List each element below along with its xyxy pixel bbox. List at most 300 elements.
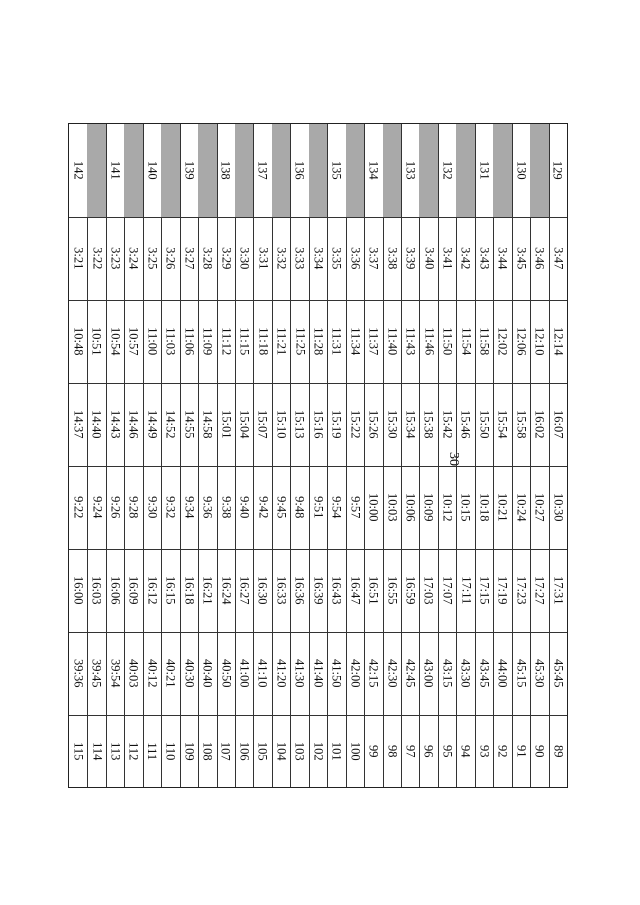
table-cell: [143, 466, 161, 549]
cell-text: 109: [182, 741, 197, 761]
table-cell: [143, 632, 161, 715]
table-cell: [69, 217, 87, 300]
table-cell: [530, 300, 548, 383]
table-cell: [309, 300, 327, 383]
table-cell: [309, 466, 327, 549]
cell-text: 17:23: [514, 576, 529, 605]
table-row: [69, 124, 87, 787]
cell-text: 10:57: [126, 327, 141, 356]
cell-text: 3:47: [551, 247, 566, 270]
table-cell: [290, 632, 308, 715]
table-cell: [327, 383, 345, 466]
cell-text: 10:12: [440, 493, 455, 522]
table-cell: [272, 632, 290, 715]
table-cell: [401, 383, 419, 466]
table-cell: [456, 217, 474, 300]
cell-text: 16:18: [182, 576, 197, 605]
table-cell: [327, 217, 345, 300]
cell-text: 11:34: [348, 327, 363, 356]
cell-text: 11:58: [477, 327, 492, 356]
cell-text: 92: [495, 744, 510, 758]
table-cell: [217, 632, 235, 715]
table-cell: [383, 217, 401, 300]
table-cell: [124, 466, 142, 549]
cell-text: 11:43: [403, 327, 418, 356]
table-cell: [419, 124, 437, 217]
table-cell: [364, 466, 382, 549]
cell-text: 140: [145, 161, 160, 180]
table-cell: [124, 549, 142, 632]
table-cell: [124, 383, 142, 466]
cell-text: 3:38: [385, 247, 400, 270]
cell-text: 42:45: [403, 659, 418, 688]
cell-text: 3:41: [440, 247, 455, 270]
table-cell: [383, 300, 401, 383]
table-cell: [161, 466, 179, 549]
cell-text: 11:40: [385, 327, 400, 356]
cell-text: 17:03: [421, 576, 436, 605]
cell-text: 107: [219, 741, 234, 761]
table-cell: [475, 715, 493, 787]
cell-text: 103: [292, 741, 307, 761]
table-row: [235, 124, 253, 787]
cell-text: 11:31: [329, 327, 344, 356]
cell-text: 9:34: [182, 496, 197, 519]
table-cell: [161, 632, 179, 715]
table-row: [530, 124, 548, 787]
cell-text: 40:40: [200, 659, 215, 688]
cell-text: 17:11: [458, 576, 473, 605]
cell-text: 3:29: [219, 247, 234, 270]
cell-text: 15:04: [237, 410, 252, 439]
cell-text: 9:24: [89, 496, 104, 519]
table-row: [493, 124, 511, 787]
cell-text: 11:18: [255, 327, 270, 356]
table-cell: [253, 383, 271, 466]
table-cell: [124, 715, 142, 787]
cell-text: 10:51: [89, 327, 104, 356]
table-cell: [198, 549, 216, 632]
table-cell: [327, 466, 345, 549]
table-cell: [253, 217, 271, 300]
cell-text: 9:48: [292, 496, 307, 519]
cell-text: 17:31: [551, 576, 566, 605]
table-row: [87, 124, 105, 787]
cell-text: 14:40: [89, 410, 104, 439]
table-cell: [364, 300, 382, 383]
table-cell: [364, 549, 382, 632]
cell-text: 12:14: [551, 327, 566, 356]
cell-text: 16:39: [311, 576, 326, 605]
table-cell: [549, 549, 567, 632]
table-cell: [438, 632, 456, 715]
cell-text: 9:42: [255, 496, 270, 519]
table-cell: [438, 466, 456, 549]
table-cell: [475, 466, 493, 549]
cell-text: 134: [366, 161, 381, 180]
table-cell: [456, 466, 474, 549]
table-cell: [327, 549, 345, 632]
table-cell: [383, 124, 401, 217]
table-cell: [161, 124, 179, 217]
cell-text: 16:09: [126, 576, 141, 605]
table-row: [475, 124, 493, 787]
table-cell: [549, 715, 567, 787]
cell-text: 16:06: [108, 576, 123, 605]
table-cell: [290, 383, 308, 466]
table-cell: [530, 549, 548, 632]
cell-text: 39:54: [108, 659, 123, 688]
cell-text: 17:27: [532, 576, 547, 605]
table-cell: [253, 715, 271, 787]
cell-text: 15:54: [495, 410, 510, 439]
cell-text: 95: [440, 744, 455, 758]
table-cell: [438, 715, 456, 787]
cell-text: 10:18: [477, 493, 492, 522]
table-cell: [272, 217, 290, 300]
table-cell: [69, 383, 87, 466]
table-cell: [106, 715, 124, 787]
cell-text: 11:03: [163, 327, 178, 356]
cell-text: 110: [163, 741, 178, 761]
cell-text: 45:45: [551, 659, 566, 688]
table-cell: [309, 549, 327, 632]
cell-text: 42:30: [385, 659, 400, 688]
cell-text: 15:58: [514, 410, 529, 439]
table-cell: [401, 715, 419, 787]
table-cell: [530, 124, 548, 217]
table-cell: [253, 300, 271, 383]
table-cell: [180, 632, 198, 715]
table-cell: [253, 124, 271, 217]
cell-text: 132: [440, 161, 455, 180]
cell-text: 10:06: [403, 493, 418, 522]
cell-text: 11:00: [145, 327, 160, 356]
cell-text: 16:24: [219, 576, 234, 605]
table-cell: [217, 715, 235, 787]
table-cell: [530, 715, 548, 787]
cell-text: 9:28: [126, 496, 141, 519]
table-cell: [235, 549, 253, 632]
table-cell: [327, 300, 345, 383]
cell-text: 114: [89, 741, 104, 761]
table-cell: [512, 549, 530, 632]
cell-text: 16:27: [237, 576, 252, 605]
cell-text: 16:12: [145, 576, 160, 605]
table-cell: [198, 217, 216, 300]
data-table: [68, 123, 568, 788]
cell-text: 11:12: [219, 327, 234, 356]
table-cell: [530, 632, 548, 715]
table-cell: [143, 300, 161, 383]
cell-text: 40:30: [182, 659, 197, 688]
table-cell: [235, 300, 253, 383]
table-cell: [456, 124, 474, 217]
table-cell: [290, 466, 308, 549]
table-cell: [475, 217, 493, 300]
table-cell: [383, 549, 401, 632]
table-row: [401, 124, 419, 787]
table-cell: [530, 383, 548, 466]
cell-text: 14:58: [200, 410, 215, 439]
table-cell: [512, 632, 530, 715]
table-cell: [161, 217, 179, 300]
cell-text: 3:36: [348, 247, 363, 270]
table-cell: [180, 715, 198, 787]
cell-text: 16:55: [385, 576, 400, 605]
table-cell: [346, 632, 364, 715]
table-cell: [87, 549, 105, 632]
table-row: [364, 124, 382, 787]
cell-text: 10:09: [421, 493, 436, 522]
cell-text: 93: [477, 744, 492, 758]
table-cell: [161, 300, 179, 383]
table-cell: [493, 217, 511, 300]
cell-text: 3:31: [255, 247, 270, 270]
cell-text: 9:36: [200, 496, 215, 519]
table-cell: [346, 549, 364, 632]
table-cell: [401, 466, 419, 549]
cell-text: 99: [366, 744, 381, 758]
table-cell: [549, 466, 567, 549]
table-cell: [346, 300, 364, 383]
cell-text: 39:36: [71, 659, 86, 688]
table-cell: [327, 715, 345, 787]
cell-text: 3:39: [403, 247, 418, 270]
table-cell: [106, 217, 124, 300]
cell-text: 129: [551, 161, 566, 180]
table-cell: [198, 300, 216, 383]
table-cell: [180, 300, 198, 383]
cell-text: 11:09: [200, 327, 215, 356]
table-cell: [69, 549, 87, 632]
table-cell: [180, 217, 198, 300]
cell-text: 101: [329, 741, 344, 761]
cell-text: 41:20: [274, 659, 289, 688]
table-cell: [493, 383, 511, 466]
cell-text: 3:22: [89, 247, 104, 270]
table-cell: [493, 466, 511, 549]
cell-text: 15:26: [366, 410, 381, 439]
cell-text: 90: [532, 744, 547, 758]
cell-text: 16:59: [403, 576, 418, 605]
cell-text: 12:02: [495, 327, 510, 356]
table-cell: [87, 217, 105, 300]
cell-text: 17:15: [477, 576, 492, 605]
cell-text: 40:12: [145, 659, 160, 688]
table-cell: [217, 383, 235, 466]
table-cell: [475, 124, 493, 217]
table-cell: [106, 124, 124, 217]
cell-text: 3:40: [421, 247, 436, 270]
table-cell: [124, 217, 142, 300]
table-cell: [530, 217, 548, 300]
cell-text: 15:46: [458, 410, 473, 439]
table-cell: [456, 715, 474, 787]
table-cell: [180, 466, 198, 549]
table-cell: [419, 466, 437, 549]
cell-text: 102: [311, 741, 326, 761]
cell-text: 131: [477, 161, 492, 180]
cell-text: 3:37: [366, 247, 381, 270]
cell-text: 17:07: [440, 576, 455, 605]
table-cell: [198, 715, 216, 787]
cell-text: 9:45: [274, 496, 289, 519]
table-cell: [309, 632, 327, 715]
table-cell: [217, 300, 235, 383]
table-row: [419, 124, 437, 787]
cell-text: 42:15: [366, 659, 381, 688]
cell-text: 16:15: [163, 576, 178, 605]
table-cell: [549, 217, 567, 300]
cell-text: 11:25: [292, 327, 307, 356]
cell-text: 3:44: [495, 247, 510, 270]
table-cell: [475, 549, 493, 632]
cell-text: 11:37: [366, 327, 381, 356]
table-cell: [456, 383, 474, 466]
table-cell: [512, 715, 530, 787]
table-cell: [438, 549, 456, 632]
table-cell: [346, 715, 364, 787]
table-cell: [290, 124, 308, 217]
cell-text: 91: [514, 744, 529, 758]
table-row: [456, 124, 474, 787]
cell-text: 3:30: [237, 247, 252, 270]
table-cell: [106, 466, 124, 549]
table-cell: [198, 466, 216, 549]
table-cell: [419, 300, 437, 383]
table-row: [383, 124, 401, 787]
table-row: [180, 124, 198, 787]
table-cell: [401, 217, 419, 300]
cell-text: 9:26: [108, 496, 123, 519]
table-cell: [161, 715, 179, 787]
cell-text: 12:10: [532, 327, 547, 356]
cell-text: 16:00: [71, 576, 86, 605]
cell-text: 11:15: [237, 327, 252, 356]
cell-text: 43:45: [477, 659, 492, 688]
table-cell: [87, 300, 105, 383]
cell-text: 136: [292, 161, 307, 180]
cell-text: 43:15: [440, 659, 455, 688]
cell-text: 10:48: [71, 327, 86, 356]
table-cell: [346, 217, 364, 300]
cell-text: 15:30: [385, 410, 400, 439]
cell-text: 11:28: [311, 327, 326, 356]
cell-text: 3:28: [200, 247, 215, 270]
table-cell: [69, 466, 87, 549]
table-cell: [419, 217, 437, 300]
table-cell: [217, 466, 235, 549]
table-cell: [493, 549, 511, 632]
cell-text: 142: [71, 161, 86, 180]
cell-text: 45:30: [532, 659, 547, 688]
table-cell: [438, 124, 456, 217]
cell-text: 130: [514, 161, 529, 180]
table-cell: [180, 124, 198, 217]
table-cell: [272, 383, 290, 466]
table-cell: [69, 632, 87, 715]
cell-text: 41:40: [311, 659, 326, 688]
table-cell: [87, 124, 105, 217]
cell-text: 16:30: [255, 576, 270, 605]
cell-text: 10:03: [385, 493, 400, 522]
cell-text: 15:50: [477, 410, 492, 439]
table-cell: [364, 632, 382, 715]
table-cell: [106, 549, 124, 632]
table-cell: [87, 632, 105, 715]
cell-text: 3:21: [71, 247, 86, 270]
table-cell: [438, 383, 456, 466]
cell-text: 40:50: [219, 659, 234, 688]
cell-text: 14:49: [145, 410, 160, 439]
table-cell: [549, 632, 567, 715]
cell-text: 39:45: [89, 659, 104, 688]
page-number: 30: [446, 452, 461, 466]
table-cell: [180, 549, 198, 632]
table-cell: [438, 217, 456, 300]
cell-text: 3:23: [108, 247, 123, 270]
table-cell: [253, 466, 271, 549]
cell-text: 17:19: [495, 576, 510, 605]
table-row: [217, 124, 235, 787]
table-cell: [272, 466, 290, 549]
table-cell: [364, 715, 382, 787]
table-cell: [549, 383, 567, 466]
cell-text: 9:40: [237, 496, 252, 519]
cell-text: 44:00: [495, 659, 510, 688]
cell-text: 9:51: [311, 496, 326, 519]
table-cell: [235, 124, 253, 217]
table-cell: [512, 124, 530, 217]
cell-text: 16:36: [292, 576, 307, 605]
table-cell: [512, 466, 530, 549]
table-cell: [383, 466, 401, 549]
cell-text: 15:13: [292, 410, 307, 439]
table-cell: [493, 632, 511, 715]
table-cell: [383, 383, 401, 466]
table-cell: [475, 383, 493, 466]
table-row: [143, 124, 161, 787]
cell-text: 15:10: [274, 410, 289, 439]
table-cell: [143, 217, 161, 300]
cell-text: 139: [182, 161, 197, 180]
cell-text: 3:34: [311, 247, 326, 270]
table-cell: [549, 300, 567, 383]
cell-text: 10:54: [108, 327, 123, 356]
cell-text: 9:22: [71, 496, 86, 519]
table-cell: [69, 124, 87, 217]
table-cell: [235, 383, 253, 466]
table-row: [198, 124, 216, 787]
cell-text: 11:06: [182, 327, 197, 356]
cell-text: 14:55: [182, 410, 197, 439]
cell-text: 16:07: [551, 410, 566, 439]
cell-text: 96: [421, 744, 436, 758]
table-cell: [272, 300, 290, 383]
cell-text: 42:00: [348, 659, 363, 688]
table-cell: [253, 549, 271, 632]
table-cell: [419, 715, 437, 787]
table-cell: [456, 549, 474, 632]
cell-text: 3:26: [163, 247, 178, 270]
cell-text: 41:30: [292, 659, 307, 688]
cell-text: 3:35: [329, 247, 344, 270]
cell-text: 14:37: [71, 410, 86, 439]
table-cell: [198, 124, 216, 217]
cell-text: 43:00: [421, 659, 436, 688]
table-cell: [438, 300, 456, 383]
